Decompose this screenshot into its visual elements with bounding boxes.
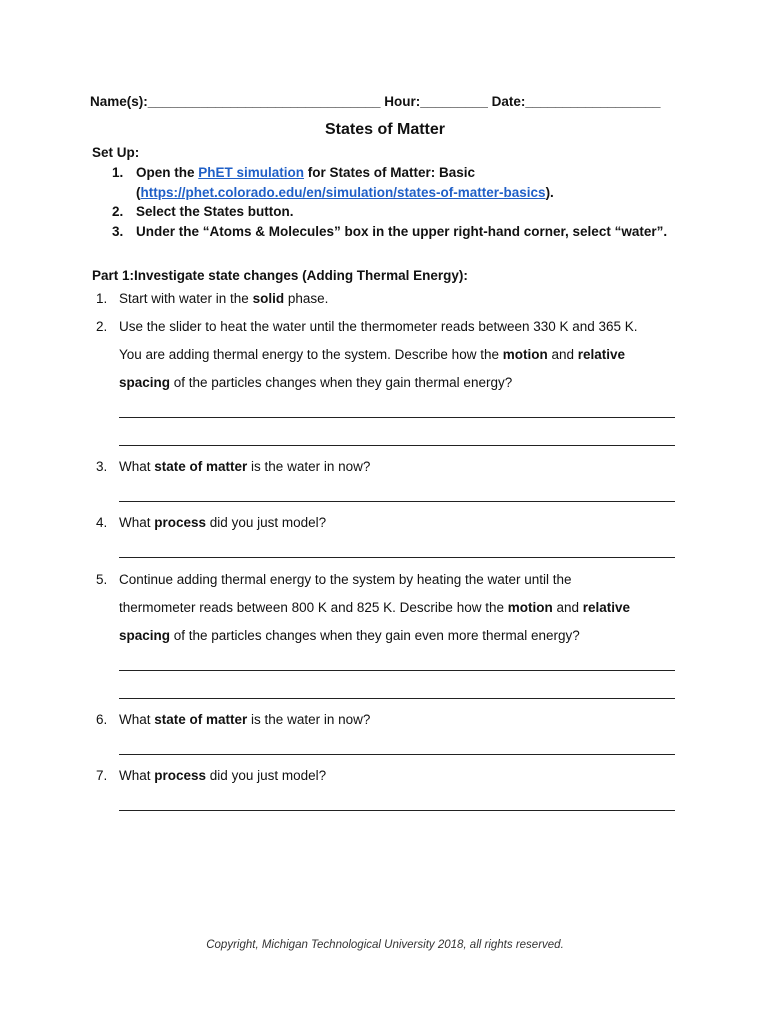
question-5-line-3 — [119, 628, 580, 643]
question-text: and — [552, 600, 583, 615]
setup-item-1-url — [136, 185, 554, 200]
question-bold: state of matter — [154, 712, 248, 727]
question-text: phase. — [284, 291, 329, 306]
question-2-line-2 — [119, 347, 625, 362]
question-number: 7. — [96, 768, 108, 783]
question-number: 2. — [96, 319, 108, 334]
question-text: What — [119, 459, 155, 474]
question-text: of the particles changes when they gain even more thermal energy? — [170, 628, 580, 643]
question-1 — [96, 291, 328, 306]
question-4 — [96, 515, 326, 530]
question-number: 6. — [96, 712, 108, 727]
question-bold: relative — [577, 347, 626, 362]
setup-item-number: 1. — [112, 165, 124, 180]
phet-simulation-link[interactable]: PhET simulation — [198, 165, 305, 180]
phet-url-link[interactable]: https://phet.colorado.edu/en/simulation/states-of-matter-basics — [140, 185, 546, 200]
question-text: Use the slider to heat the water until the thermometer reads between 330 K and 365 K. — [119, 319, 638, 334]
page-title: States of Matter — [324, 121, 446, 138]
question-bold: spacing — [119, 375, 171, 390]
question-text: Start with water in the — [119, 291, 253, 306]
question-number: 3. — [96, 459, 108, 474]
question-text: and — [547, 347, 578, 362]
setup-item-number: 2. — [112, 204, 124, 219]
setup-label: Set Up: — [92, 145, 140, 160]
answer-line[interactable] — [119, 501, 675, 502]
answer-line[interactable] — [119, 445, 675, 446]
question-bold: process — [154, 515, 207, 530]
question-5 — [96, 572, 572, 587]
question-bold: motion — [507, 600, 553, 615]
paren: ). — [545, 185, 554, 200]
question-7 — [96, 768, 326, 783]
question-bold: spacing — [119, 628, 171, 643]
setup-item-text: Open the — [136, 165, 199, 180]
question-text: What — [119, 515, 155, 530]
question-bold: state of matter — [154, 459, 248, 474]
question-text: thermometer reads between 800 K and 825 K. Describe how the — [119, 600, 508, 615]
question-text: What — [119, 712, 155, 727]
question-number: 5. — [96, 572, 108, 587]
question-bold: motion — [502, 347, 548, 362]
answer-line[interactable] — [119, 698, 675, 699]
setup-item-text: for States of Matter: Basic — [304, 165, 476, 180]
answer-line[interactable] — [119, 670, 675, 671]
question-text: did you just model? — [206, 768, 327, 783]
question-3 — [96, 459, 370, 474]
name-hour-date-line: Name(s):_______________________________ Hour:_________ Date:__________________ — [90, 94, 661, 109]
setup-item-text: Select the States button. — [136, 204, 294, 219]
part1-heading: Part 1:Investigate state changes (Adding Thermal Energy): — [92, 268, 468, 283]
question-6 — [96, 712, 370, 727]
answer-line[interactable] — [119, 557, 675, 558]
question-5-line-2 — [119, 600, 630, 615]
question-text: is the water in now? — [247, 712, 371, 727]
question-text: You are adding thermal energy to the system. Describe how the — [119, 347, 503, 362]
answer-line[interactable] — [119, 417, 675, 418]
setup-item-1 — [112, 165, 475, 180]
setup-item-text: Under the “Atoms & Molecules” box in the upper right-hand corner, select “water”. — [136, 224, 668, 239]
question-text: Continue adding thermal energy to the system by heating the water until the — [119, 572, 572, 587]
question-2-line-3 — [119, 375, 512, 390]
copyright-footer: Copyright, Michigan Technological University 2018, all rights reserved. — [206, 939, 564, 951]
question-2 — [96, 319, 638, 334]
question-bold: relative — [582, 600, 631, 615]
answer-line[interactable] — [119, 810, 675, 811]
question-text: of the particles changes when they gain thermal energy? — [170, 375, 513, 390]
question-text: did you just model? — [206, 515, 327, 530]
setup-item-2 — [112, 204, 294, 219]
question-bold: process — [154, 768, 207, 783]
question-text: What — [119, 768, 155, 783]
setup-item-3 — [112, 224, 667, 239]
question-number: 4. — [96, 515, 108, 530]
setup-item-number: 3. — [112, 224, 124, 239]
question-number: 1. — [96, 291, 108, 306]
paren: ( — [136, 185, 141, 200]
question-bold: solid — [252, 291, 285, 306]
answer-line[interactable] — [119, 754, 675, 755]
question-text: is the water in now? — [247, 459, 371, 474]
